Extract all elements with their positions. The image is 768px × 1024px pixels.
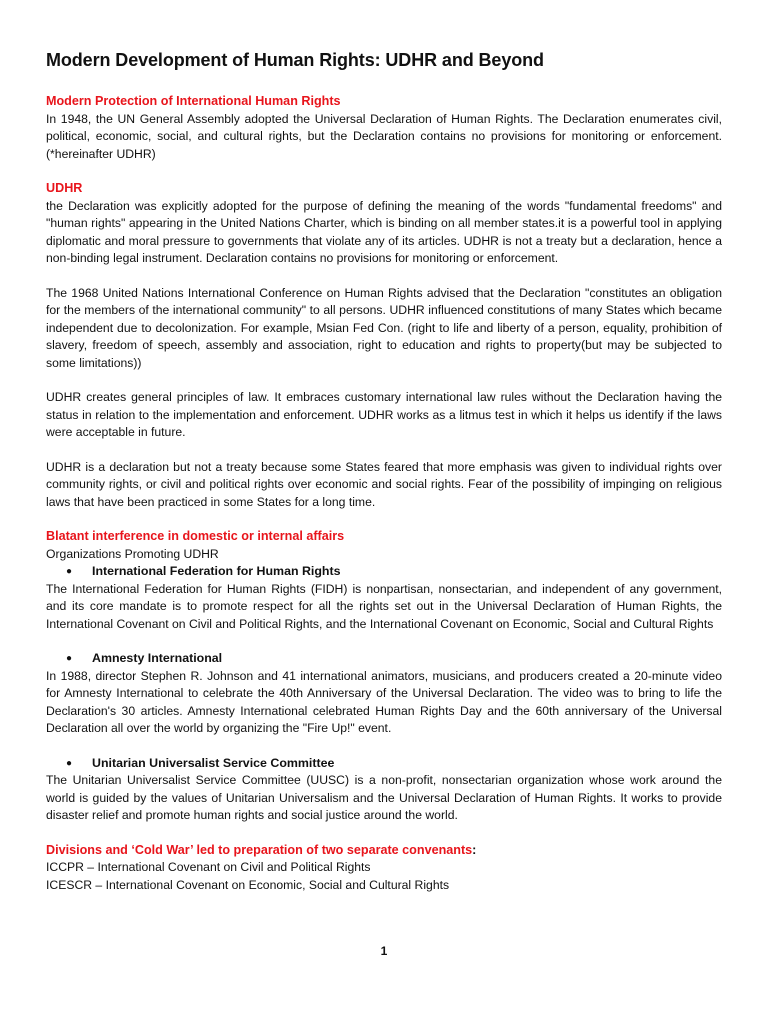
paragraph-uusc: The Unitarian Universalist Service Committee (UUSC) is a non-profit, nonsectarian organization whose work around the world is guided by the values of Unitarian Universalism and the Universal Declaration of Human Rights. It works to provide disaster relief and promote human rights and social justice around the world. (46, 773, 722, 822)
paragraph-general-principles: UDHR creates general principles of law. It embraces customary international law rules without the Declaration having the status in relation to the implementation and enforcement. UDHR works as a litmus test in which it helps us identify if the laws were acceptable in future. (46, 390, 722, 439)
paragraph-1948-adoption: In 1948, the UN General Assembly adopted the Universal Declaration of Human Rights. The Declaration enumerates civil, political, economic, social, and cultural rights, but the Declaration contains no provisions for monitoring or enforcement. (*hereinafter UDHR) (46, 111, 722, 161)
line-iccpr: ICCPR – International Covenant on Civil and Political Rights (46, 860, 371, 874)
subheading-organizations: Organizations Promoting UDHR (46, 546, 219, 561)
bullet-icon: ● (66, 757, 73, 769)
bullet-item-uusc (66, 755, 722, 773)
paragraph-declaration-purpose: the Declaration was explicitly adopted for the purpose of defining the meaning of the words "fundamental freedoms" and "human rights" appearing in the United Nations Charter, which is binding on all member states.it is a powerful tool in applying diplomatic and moral pressure to governments that violate any of its articles. UDHR is not a treaty but a declaration, hence a non-binding legal instrument. Declaration contains no provisions for monitoring or enforcement. (46, 198, 722, 265)
section-heading-blatant-interference: Blatant interference in domestic or internal affairs (46, 529, 345, 543)
bullet-item-fidh (66, 563, 722, 581)
paragraph-amnesty: In 1988, director Stephen R. Johnson and 41 international animators, musicians, and producers created a 20-minute video for Amnesty International to celebrate the 40th Anniversary of the Universal Declaration. The video was to bring to life the Declaration's 30 articles. Amnesty International celebrated Human Rights Day and the 60th anniversary of the Universal Declaration all over the world by organizing the "Fire Up!" event. (46, 668, 722, 735)
section-heading-udhr: UDHR (46, 181, 83, 195)
bullet-icon: ● (66, 566, 73, 577)
bullet-label-uusc: Unitarian Universalist Service Committee (92, 755, 335, 770)
line-icescr: ICESCR – International Covenant on Economic, Social and Cultural Rights (46, 877, 450, 892)
page-number: 1 (380, 944, 388, 958)
page-title: Modern Development of Human Rights: UDHR and Beyond (46, 50, 544, 70)
paragraph-fidh: The International Federation for Human Rights (FIDH) is nonpartisan, nonsectarian, and independent of any government, and its core mandate is to promote respect for all the rights set out in the Universal Declaration of Human Rights, the International Covenant on Civil and Political Rights, and the International Covenant on Economic, Social and Cultural Rights (46, 581, 722, 631)
bullet-item-amnesty (66, 650, 722, 668)
paragraph-1968-conference: The 1968 United Nations International Conference on Human Rights advised that the Declaration "constitutes an obligation for the members of the international community" to all persons. UDHR influenced constitutions of many States which became independent due to decolonization. For example, Msian Fed Con. (right to life and liberty of a person, equality, prohibition of slavery, freedom of speech, assembly and association, right to education and rights to property(but may be subjected to some limitations)) (46, 285, 722, 370)
section-heading-modern-protection: Modern Protection of International Human Rights (46, 94, 341, 108)
bullet-label-amnesty: Amnesty International (92, 651, 223, 665)
paragraph-not-a-treaty: UDHR is a declaration but not a treaty because some States feared that more emphasis was given to individual rights over community rights, or civil and political rights over economic and social rights. Fear of the possibility of impinging on religious laws that have been practiced in some States for a long time. (46, 459, 722, 509)
heading-colon: : (472, 842, 477, 857)
section-heading-cold-war (46, 842, 722, 860)
bullet-icon: ● (66, 653, 73, 664)
bullet-label-fidh: International Federation for Human Rights (92, 564, 341, 578)
cold-war-heading-text: Divisions and ‘Cold War’ led to preparation of two separate convenants (46, 842, 473, 857)
